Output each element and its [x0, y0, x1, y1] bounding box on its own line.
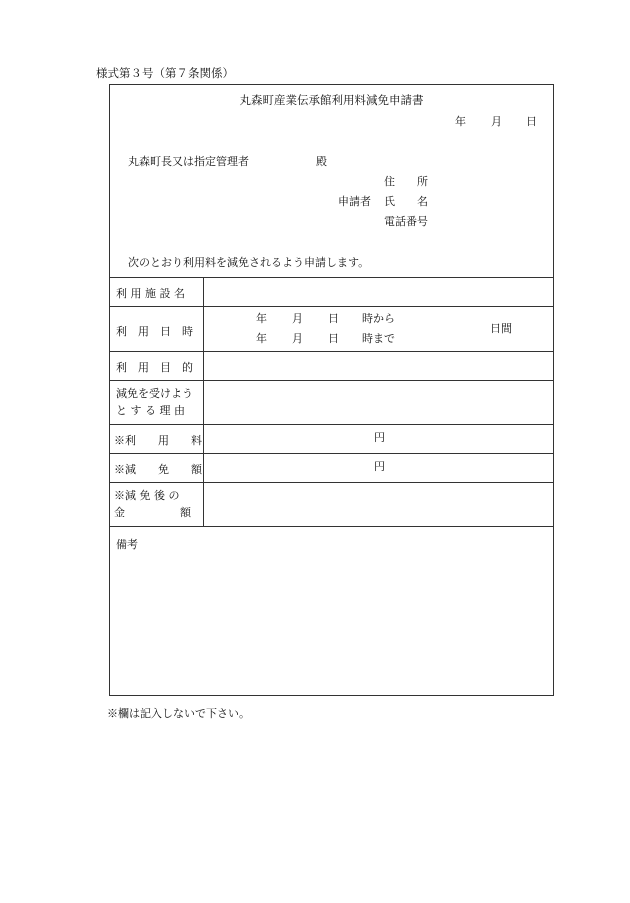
address-label: 住 所	[384, 175, 428, 188]
row-divider	[110, 482, 553, 483]
date-year: 年	[455, 115, 466, 128]
from-time: 時から	[362, 312, 395, 325]
request-text: 次のとおり利用料を減免されるよう申請します。	[128, 256, 370, 269]
name-label: 氏 名	[384, 195, 428, 208]
row-divider	[110, 453, 553, 454]
addressee-text: 丸森町長又は指定管理者	[128, 155, 249, 168]
fee-unit: 円	[374, 431, 385, 444]
footnote: ※欄は記入しないで下さい。	[107, 707, 250, 720]
reason-label-line1: 減免を受けよう	[116, 387, 193, 400]
application-form	[109, 84, 554, 696]
row-divider	[110, 424, 553, 425]
purpose-field[interactable]	[204, 352, 553, 380]
row-divider	[110, 306, 553, 307]
after-reduction-label-line2: 金 額	[114, 506, 191, 519]
to-month: 月	[292, 332, 303, 345]
after-reduction-label-line1: ※減 免 後 の	[114, 489, 180, 502]
from-month: 月	[292, 312, 303, 325]
remarks-label: 備考	[116, 538, 138, 551]
form-number-label: 様式第３号（第７条関係）	[96, 66, 234, 80]
reduction-label: ※減 免 額	[114, 463, 202, 476]
purpose-label: 利 用 目 的	[116, 361, 193, 374]
fee-label: ※利 用 料	[114, 434, 202, 447]
form-title: 丸森町産業伝承館利用料減免申請書	[239, 93, 424, 107]
facility-name-field[interactable]	[204, 278, 553, 306]
applicant-label: 申請者	[338, 195, 371, 208]
usage-datetime-label: 利 用 日 時	[116, 325, 193, 338]
phone-label: 電話番号	[384, 215, 428, 228]
reduction-unit: 円	[374, 460, 385, 473]
remarks-field[interactable]	[110, 527, 553, 695]
after-reduction-label	[114, 487, 191, 521]
date-month: 月	[491, 115, 502, 128]
date-day: 日	[526, 115, 537, 128]
from-day: 日	[328, 312, 339, 325]
reason-label	[116, 385, 193, 419]
facility-name-label: 利 用 施 設 名	[116, 287, 185, 300]
to-year: 年	[256, 332, 267, 345]
reason-label-line2: と す る 理 由	[116, 404, 185, 417]
days-count-label: 日間	[490, 322, 512, 335]
to-day: 日	[328, 332, 339, 345]
to-time: 時まで	[362, 332, 395, 345]
from-year: 年	[256, 312, 267, 325]
addressee-honorific: 殿	[316, 155, 327, 168]
reason-field[interactable]	[204, 381, 553, 424]
